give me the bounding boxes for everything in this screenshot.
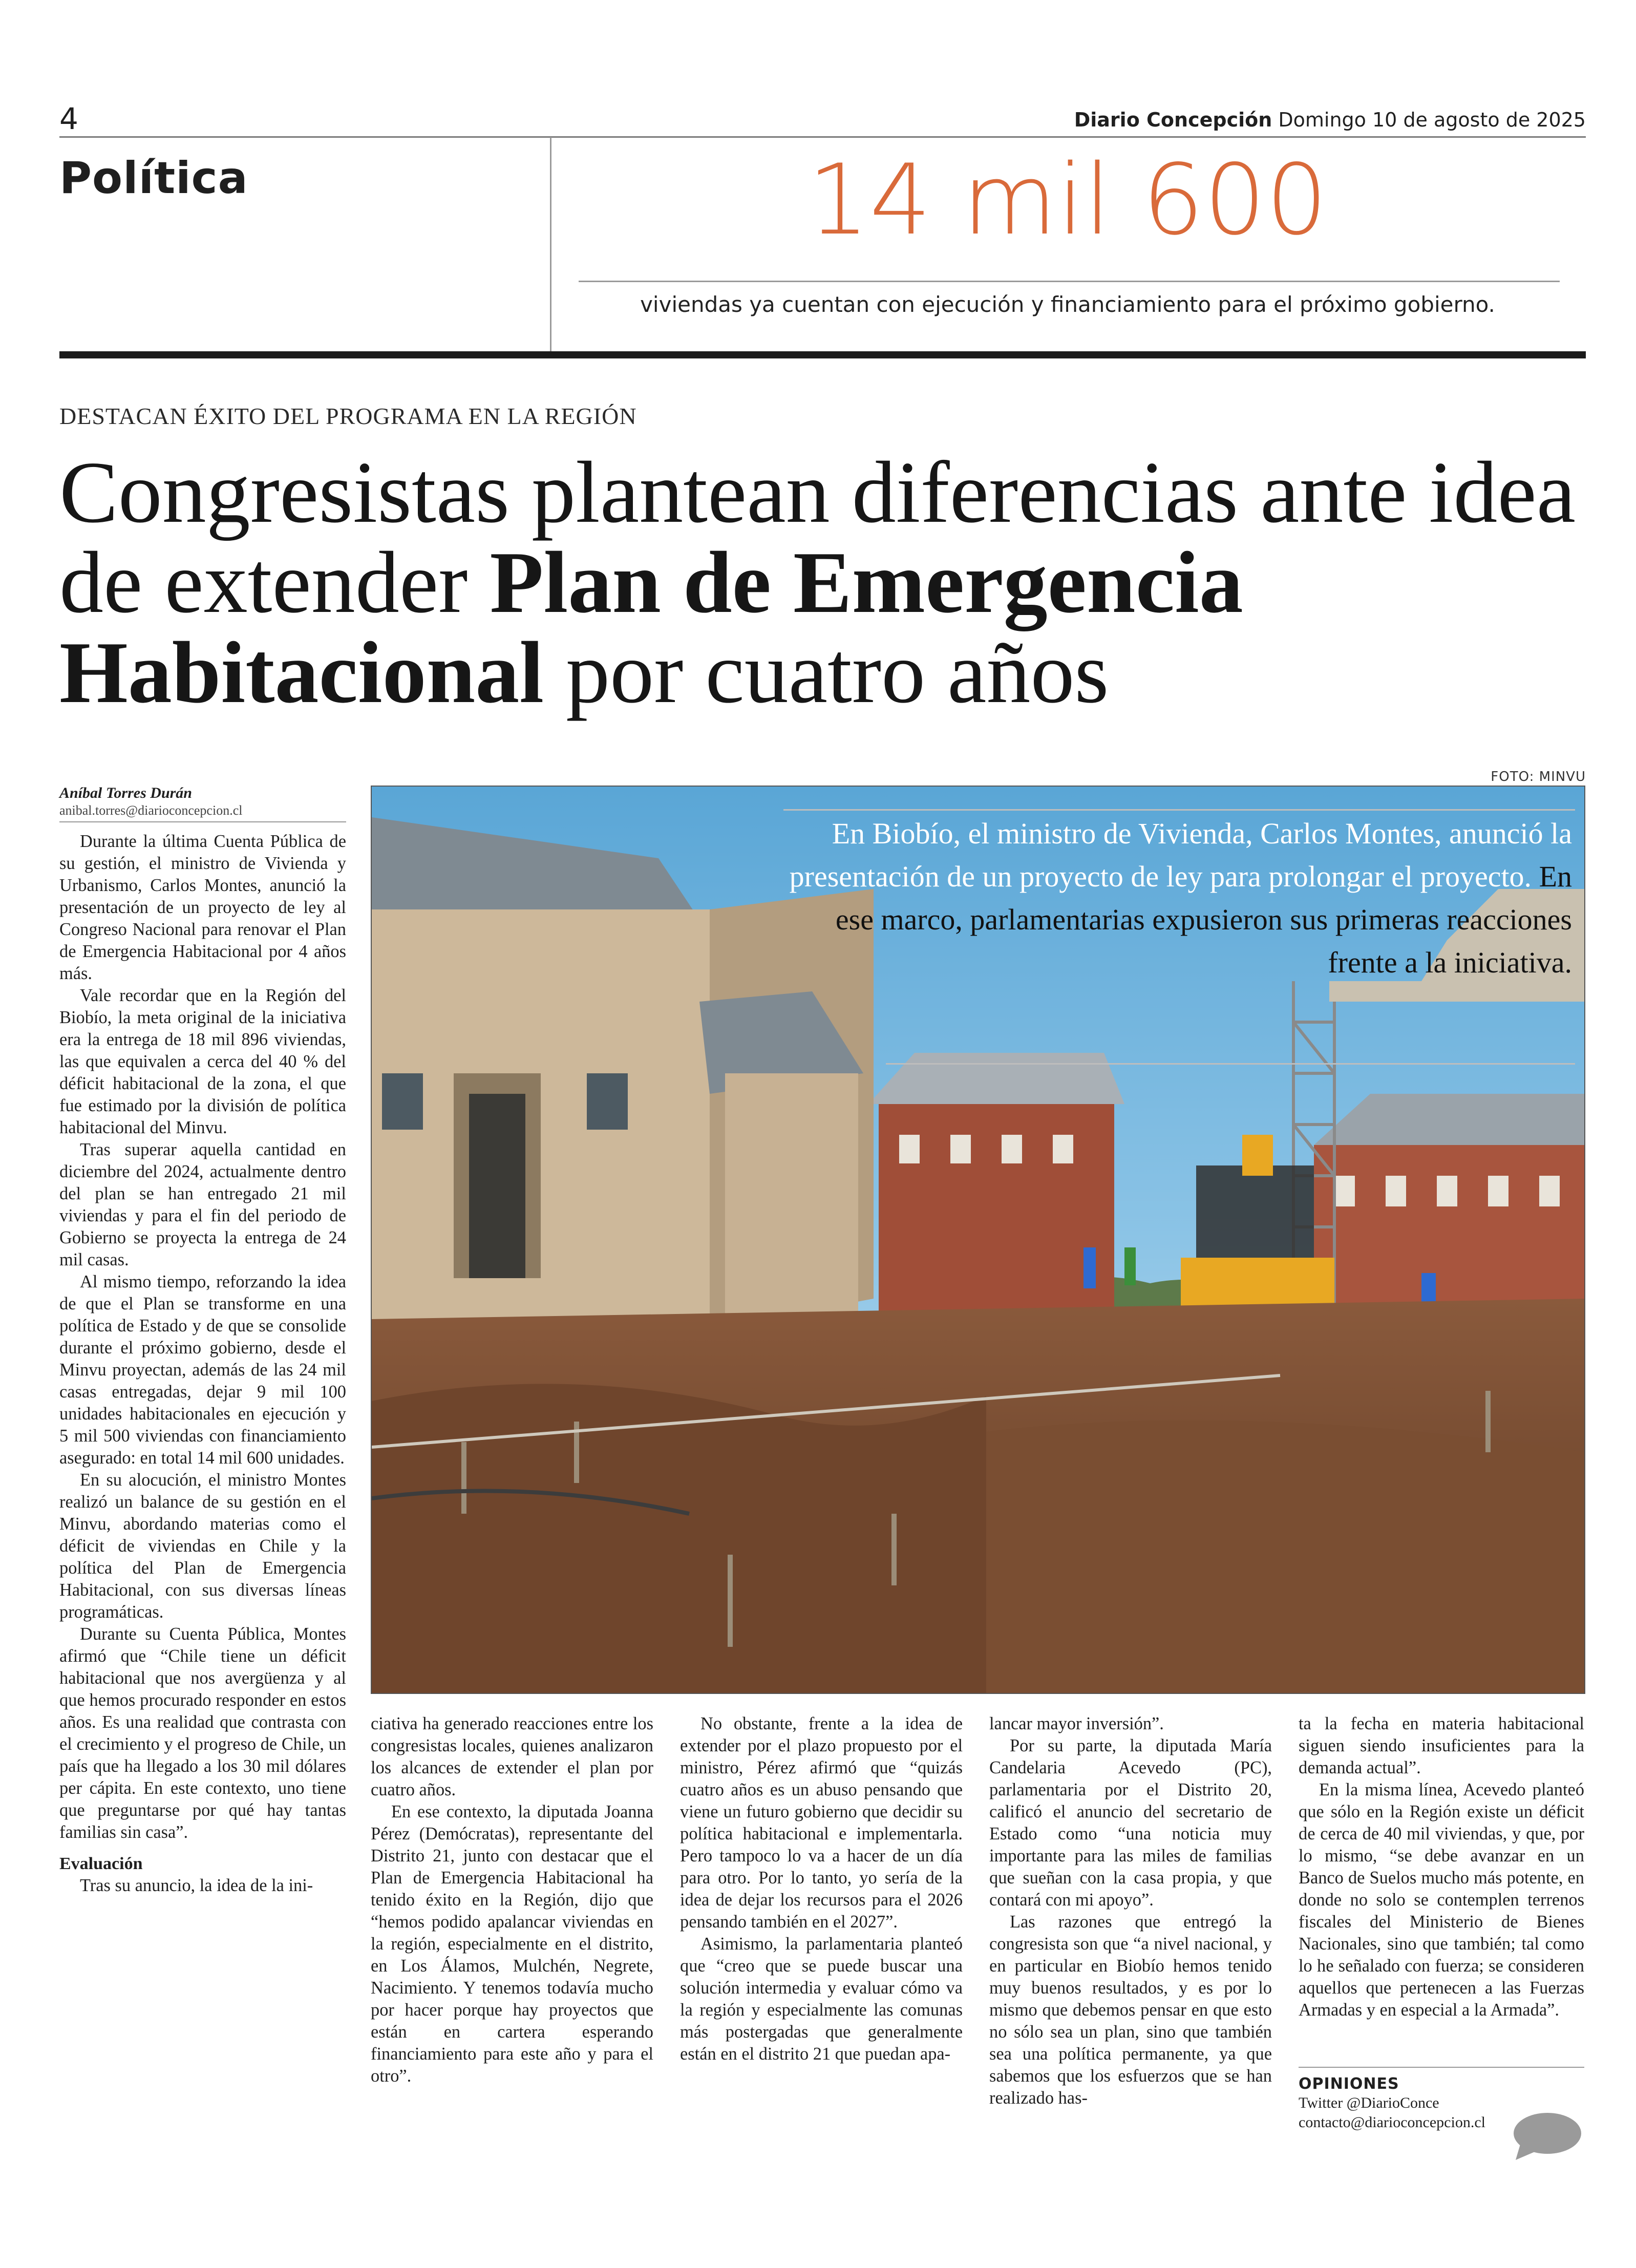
paragraph: Las razones que entregó la congresista son que “a nivel nacional, y en particular en Biobío hemos tenido muy buenos resultados, y es por lo mismo que debemos pensar en que esto no sólo sea un plan, sino que también sea una política permanente, ya que sabemos que los esfuerzos que se han realizado has- xyxy=(989,1912,1272,2108)
byline-email: anibal.torres@diarioconcepcion.cl xyxy=(59,803,243,818)
byline-author: Aníbal Torres Durán xyxy=(59,785,192,801)
callout-part-1: En Biobío, el ministro de Vivienda, Carlos Montes, anunció la presentación de un proyecto de ley para prolongar el proyecto. xyxy=(789,817,1572,893)
paragraph: Durante su Cuenta Pública, Montes afirmó que “Chile tiene un déficit habitacional que nos avergüenza y al que hemos procurado responder en estos años. Es una realidad que contrasta con el crecimiento y el progreso de Chile, un país que ha llegado a los 30 mil dólares per cápita. En este contexto, uno tiene que preguntarse por qué hay tantas familias sin casa”. xyxy=(59,1624,346,1842)
headline-part-1: Congresistas plantean diferencias ante idea de extender xyxy=(59,444,1576,631)
speech-bubble-icon xyxy=(1511,2111,1582,2165)
headline-part-2: por cuatro años xyxy=(544,624,1109,722)
opinions-twitter: Twitter @DiarioConce xyxy=(1299,2094,1439,2111)
stat-number: 14 mil 600 xyxy=(808,143,1328,257)
paragraph: ciativa ha generado reacciones entre los congresistas locales, quienes analizaron los alcances de extender el plan por cuatro años. xyxy=(371,1714,653,1799)
callout-rule-bottom xyxy=(886,1063,1575,1065)
paragraph: Asimismo, la parlamentaria planteó que “creo que se puede buscar una solución intermedia y evaluar cómo va la región y especialmente las comunas más postergadas que generalmente están en el distrito 21 que puedan apa- xyxy=(680,1934,963,2064)
article-column-1 xyxy=(59,831,346,1897)
article-column-3 xyxy=(680,1713,963,2065)
stat-caption: viviendas ya cuentan con ejecución y financiamiento para el próximo gobierno. xyxy=(640,292,1495,317)
subheading: Evaluación xyxy=(59,1854,143,1873)
paragraph: Durante la última Cuenta Pública de su gestión, el ministro de Vivienda y Urbanismo, Carlos Montes, anunció la presentación de un proyecto de ley al Congreso Nacional para renovar el Plan de Emergencia Habitacional por 4 años más. xyxy=(59,832,346,983)
paper-name: Diario Concepción xyxy=(1074,109,1272,131)
byline-rule xyxy=(59,821,346,822)
paragraph: Vale recordar que en la Región del Biobío, la meta original de la iniciativa era la entrega de 18 mil 896 viviendas, las que equivalen a cerca del 40 % del déficit habitacional de la zona, el que fue estimado por la división de política habitacional del Minvu. xyxy=(59,986,346,1137)
callout-rule-top xyxy=(783,809,1575,811)
article-column-2 xyxy=(371,1713,653,2087)
top-rule xyxy=(59,136,1586,138)
section-name: Política xyxy=(59,153,248,204)
headline xyxy=(59,444,1596,722)
paragraph: No obstante, frente a la idea de extender por el plazo propuesto por el ministro, Pérez afirmó que “quizás cuatro años es un abuso pensando que viene un futuro gobierno que decidir su política habitacional e implementarla. Pero tampoco lo va a hacer de un día para otro. Por lo tanto, yo sería de la idea de dejar los recursos para el 2026 pensando también en el 2027”. xyxy=(680,1714,963,1932)
kicker: DESTACAN ÉXITO DEL PROGRAMA EN LA REGIÓN xyxy=(59,403,637,429)
issue-date: Domingo 10 de agosto de 2025 xyxy=(1278,109,1586,131)
paragraph: ta la fecha en materia habitacional siguen siendo insuficientes para la demanda actual”. xyxy=(1299,1714,1584,1777)
photo-callout xyxy=(789,812,1572,984)
opinions-email: contacto@diarioconcepcion.cl xyxy=(1299,2114,1485,2131)
opinions-rule xyxy=(1299,2067,1584,2068)
page-number: 4 xyxy=(59,101,78,136)
article-column-5 xyxy=(1299,1713,1584,2021)
paragraph: Tras su anuncio, la idea de la ini- xyxy=(80,1876,313,1895)
paragraph: Tras superar aquella cantidad en diciembre del 2024, actualmente dentro del plan se han entregado 21 mil viviendas y para el fin del periodo de Gobierno se proyecta la entrega de 24 mil casas. xyxy=(59,1140,346,1269)
paragraph: lancar mayor inversión”. xyxy=(989,1714,1164,1733)
masthead-line xyxy=(1074,109,1586,131)
paragraph: En ese contexto, la diputada Joanna Pérez (Demócratas), representante del Distrito 21, junto con destacar que el Plan de Emergencia Habitacional ha tenido éxito en la Región, dijo que “hemos podido apalancar viviendas en la región, especialmente en el distrito, en Los Álamos, Mulchén, Negrete, Nacimiento. Y tenemos todavía mucho por hacer porque hay proyectos que están en cartera esperando financiamiento para este año y para el otro”. xyxy=(371,1802,653,2086)
headline-bold: Plan de Emergencia Habitacional xyxy=(59,534,1243,722)
opinions-title: OPINIONES xyxy=(1299,2075,1399,2093)
article-column-4 xyxy=(989,1713,1272,2109)
header-divider xyxy=(550,137,551,351)
callout-part-2: En ese marco, parlamentarias expusieron sus primeras reacciones frente a la iniciativa. xyxy=(835,860,1572,979)
photo-credit: FOTO: MINVU xyxy=(1491,769,1586,785)
paragraph: Al mismo tiempo, reforzando la idea de que el Plan se transforme en una política de Estado y de que se consolide durante el próximo gobierno, desde el Minvu proyectan, además de las 24 mil casas entregadas, dejar 9 mil 100 unidades habitacionales en ejecución y 5 mil 500 viviendas con financiamiento asegurado: en total 14 mil 600 unidades. xyxy=(59,1272,346,1468)
paragraph: En la misma línea, Acevedo planteó que sólo en la Región existe un déficit de cerca de 40 mil viviendas, y que, por lo mismo, “se debe avanzar en un Banco de Suelos mucho más potente, en donde no solo se contemplen terrenos fiscales del Ministerio de Bienes Nacionales, sino que también; tal como lo he señalado con fuerza; se consideren aquellos que pertenecen a las Fuerzas Armadas y en especial a la Armada”. xyxy=(1299,1780,1584,2020)
header-thick-rule xyxy=(59,351,1586,358)
stat-rule xyxy=(579,281,1560,282)
paragraph: Por su parte, la diputada María Candelaria Acevedo (PC), parlamentaria por el Distrito 20, calificó el anuncio del secretario de Estado como “una noticia muy importante para las miles de familias que sueñan con la casa propia, y que contará con mi apoyo”. xyxy=(989,1736,1272,1910)
paragraph: En su alocución, el ministro Montes realizó un balance de su gestión en el Minvu, abordando materias como el déficit de viviendas en Chile y la política del Plan de Emergencia Habitacional, con sus diversas líneas programáticas. xyxy=(59,1470,346,1622)
